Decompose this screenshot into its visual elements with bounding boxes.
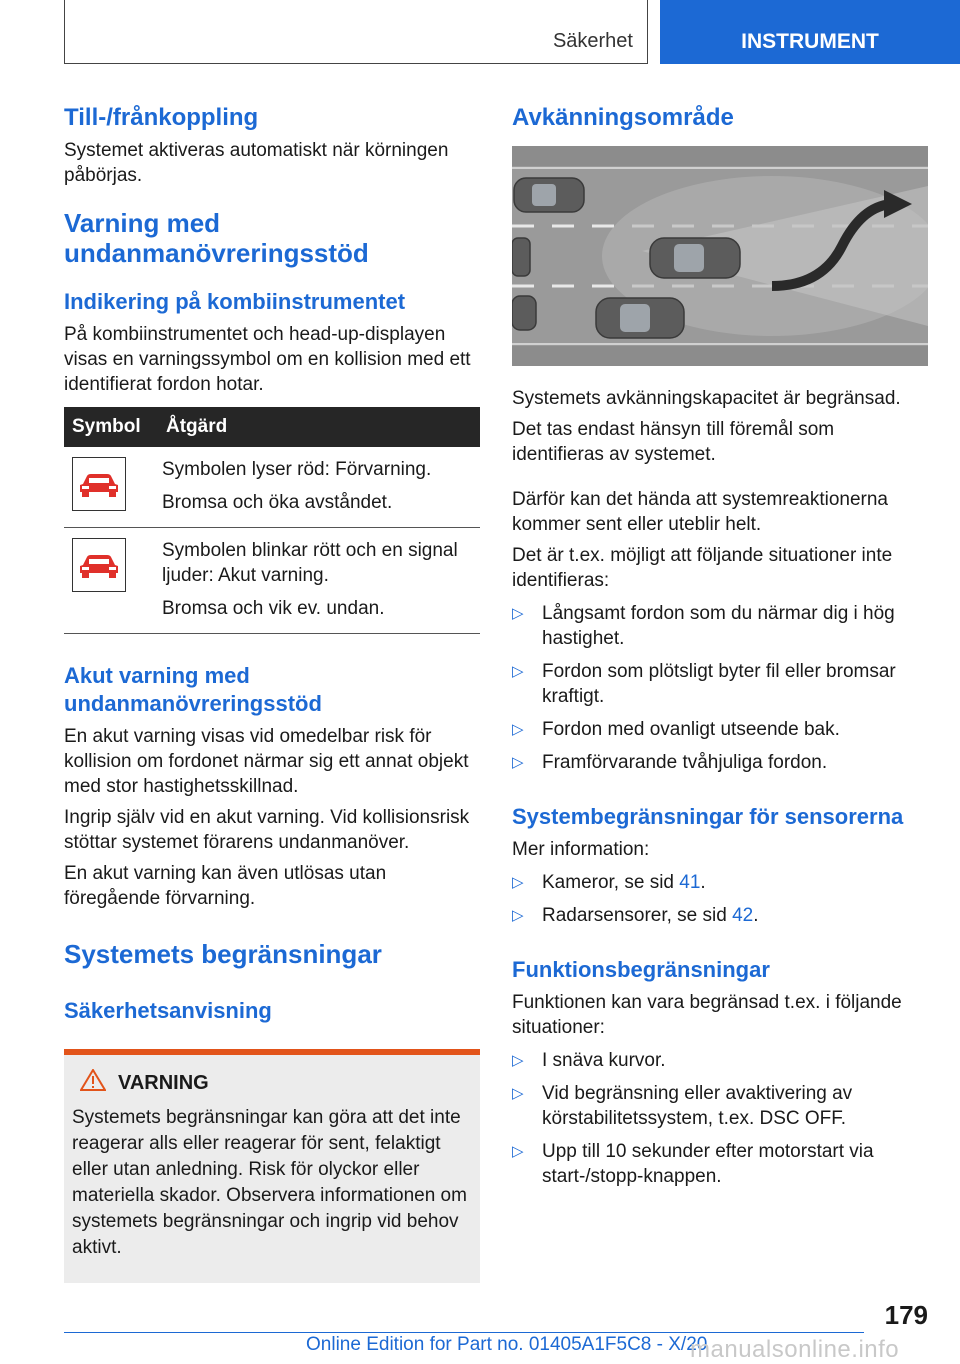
list-item: ▷ Framförvarande tvåhjuliga fordon. [512,752,828,773]
heading-funktionsbegransningar: Funktionsbegränsningar [512,957,770,982]
funk-list [512,1048,928,1189]
heading-sakerhetsanvisning: Säkerhetsanvisning [64,998,272,1023]
header-chapter-label: INSTRUMENT [741,30,879,53]
heading-varning: Varning med undanmanövreringsstöd [64,208,369,268]
heading-begransningar: Systemets begränsningar [64,939,382,969]
detection-area-figure [512,146,928,366]
col-atgard-header: Åtgärd [158,407,480,447]
row1-line2: Bromsa och öka avståndet. [162,492,393,513]
warning-title [80,1069,472,1097]
list-item: ▷ Kameror, se sid 41. [512,872,706,893]
warning-title-text: VARNING [118,1071,209,1094]
page-link-42[interactable]: 42 [732,905,754,926]
row2-line1: Symbolen blinkar rött och en signal ljuder: Akut varning. [162,540,458,586]
list-item: ▷ Upp till 10 sekunder efter motorstart via start-/stopp-knappen. [512,1141,874,1187]
table-row [64,447,480,528]
heading-avkanningsomrade: Avkänningsområde [512,104,734,131]
list-item: ▷ Vid begränsning eller avaktivering av körstabilitetssystem, t.ex. DSC OFF. [512,1083,853,1129]
triangle-right-icon: ▷ [512,1085,524,1102]
triangle-right-icon: ▷ [512,1143,524,1160]
triangle-right-icon: ▷ [512,754,524,771]
triangle-right-icon: ▷ [512,605,524,622]
para-akut1: En akut varning visas vid omedelbar risk för kollision om fordonet närmar sig ett annat objekt med stor hastighetsskillnad. [64,726,469,797]
para-avk3: Därför kan det hända att systemreaktionerna kommer sent eller uteblir helt. [512,489,888,535]
situations-list [512,601,928,775]
header-section-title: Säkerhet [552,30,633,52]
list-item: ▷ I snäva kurvor. [512,1050,666,1071]
header-chapter-tab[interactable] [660,0,960,64]
footer-edition: Online Edition for Part no. 01405A1F5C8 - X/20 [306,1334,708,1355]
page-link-41[interactable]: 41 [679,872,701,893]
triangle-right-icon: ▷ [512,1052,524,1069]
heading-systembegransningar: Systembegränsningar för sensorerna [512,804,904,829]
warning-box [64,1049,480,1283]
warning-text: Systemets begränsningar kan göra att det inte reagerar alls eller reagerar för sent, felaktigt eller utan anledning. Risk för olyckor eller materiella skador. Observera informationen om systemets begränsningar och ingrip vid behov aktivt. [72,1107,467,1258]
right-column [512,100,928,1189]
para-funk: Funktionen kan vara begränsad t.ex. i följande situationer: [512,992,902,1038]
list-item: ▷ Fordon med ovanligt utseende bak. [512,719,840,740]
triangle-right-icon: ▷ [512,907,524,924]
para-mer-info: Mer information: [512,839,650,860]
para-avk1: Systemets avkänningskapacitet är begränsad. [512,388,901,409]
triangle-right-icon: ▷ [512,721,524,738]
page-number: 179 [884,1300,928,1330]
sensor-list [512,870,928,928]
footer-divider [64,1332,864,1333]
triangle-right-icon: ▷ [512,663,524,680]
triangle-right-icon: ▷ [512,874,524,891]
heading-akut: Akut varning med undanmanövreringsstöd [64,663,322,716]
symbol-table [64,407,480,634]
para-indikering: På kombiinstrumentet och head-up-displayen visas en varningssymbol om en kollision med ett identifierat fordon hotar. [64,324,471,395]
watermark: manualsonline.info [690,1336,900,1363]
list-item: ▷ Fordon som plötsligt byter fil eller bromsar kraftigt. [512,661,896,707]
para-akut2: Ingrip själv vid en akut varning. Vid kollisionsrisk stöttar systemet förarens undanmanöver. [64,807,470,853]
para-avk4: Det är t.ex. möjligt att följande situationer inte identifieras: [512,545,893,591]
car-collision-icon [72,457,126,511]
left-column [64,100,480,1283]
car-collision-icon [72,538,126,592]
para-akut3: En akut varning kan även utlösas utan föregående förvarning. [64,863,387,909]
col-symbol-header: Symbol [64,407,158,447]
list-item: ▷ Långsamt fordon som du närmar dig i hög hastighet. [512,603,895,649]
list-item: ▷ Radarsensorer, se sid 42. [512,905,759,926]
row1-line1: Symbolen lyser röd: Förvarning. [162,459,432,480]
header-section-box [64,0,648,64]
heading-indikering: Indikering på kombiinstrumentet [64,289,406,314]
table-row [64,528,480,634]
para-avk2: Det tas endast hänsyn till föremål som identifieras av systemet. [512,419,835,465]
warning-triangle-icon [80,1069,106,1097]
para-till: Systemet aktiveras automatiskt när körningen påbörjas. [64,140,449,186]
heading-till-franko: Till-/frånkoppling [64,104,259,131]
row2-line2: Bromsa och vik ev. undan. [162,598,385,619]
